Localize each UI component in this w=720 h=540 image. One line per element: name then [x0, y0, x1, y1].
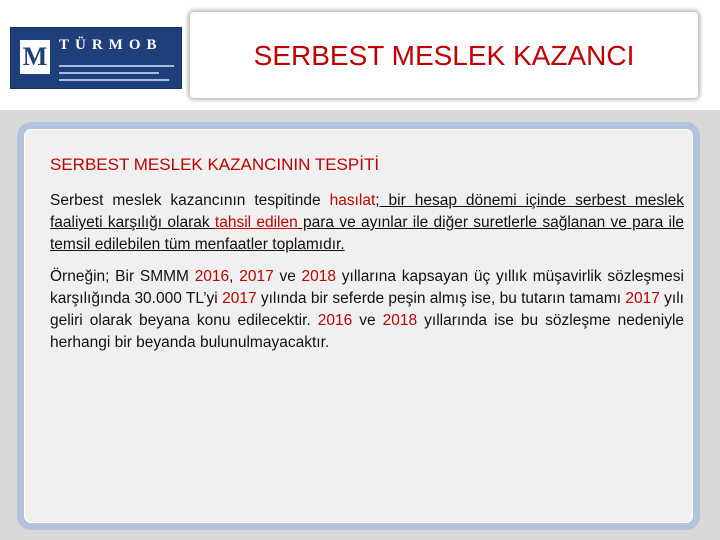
year-highlight: 2018: [301, 268, 337, 285]
section-heading: SERBEST MESLEK KAZANCININ TESPİTİ: [50, 155, 380, 174]
example-text: yılı geliri olarak beyana konu edilecektir.: [50, 290, 684, 329]
logo-subtitle-line: [59, 72, 159, 74]
example-text: yılında bir seferde peşin almış ise, bu tutarın tamamı: [256, 290, 626, 307]
definition-text: ; bir hesap dönemi içinde serbest meslek faaliyeti karşılığı olarak: [50, 192, 684, 231]
example-paragraph: [50, 266, 684, 354]
definition-text: para ve ayınlar ile diğer suretlerle sağlanan ve para ile temsil edilebilen tüm menfaatler toplamıdır.: [50, 214, 684, 253]
example-text: Örneğin; Bir SMMM: [50, 268, 195, 285]
page-title: SERBEST MESLEK KAZANCI: [253, 40, 635, 71]
example-text: ve: [352, 312, 383, 329]
content-panel: [17, 122, 700, 530]
logo-name: TÜRMOB: [59, 37, 163, 53]
example-text: ve: [273, 268, 302, 285]
year-highlight: 2017: [222, 290, 257, 307]
example-text: yıllarına kapsayan üç yıllık müşavirlik sözleşmesi karşılığında 30.000 TL’yi: [50, 268, 684, 307]
example-text: yıllarında ise bu sözleşme nedeniyle herhangi bir beyanda bulunulmayacaktır.: [50, 312, 685, 351]
title-box: [190, 12, 698, 98]
hasilat-term: hasılat: [329, 192, 376, 209]
turmob-logo: [10, 27, 182, 89]
year-highlight: 2018: [382, 312, 418, 329]
example-text: ,: [229, 268, 240, 285]
year-highlight: 2017: [239, 268, 274, 285]
definition-paragraph: [50, 190, 684, 256]
year-highlight: 2017: [625, 290, 660, 307]
logo-subtitle-line: [59, 79, 169, 81]
year-highlight: 2016: [194, 268, 230, 285]
year-highlight: 2016: [317, 312, 353, 329]
tahsil-edilen-term: tahsil edilen: [214, 214, 298, 231]
definition-text: Serbest meslek kazancının tespitinde: [50, 192, 330, 209]
content-body: [50, 154, 684, 354]
logo-subtitle-line: [59, 65, 174, 67]
header: [0, 0, 720, 110]
logo-m-mark: M: [20, 40, 50, 74]
